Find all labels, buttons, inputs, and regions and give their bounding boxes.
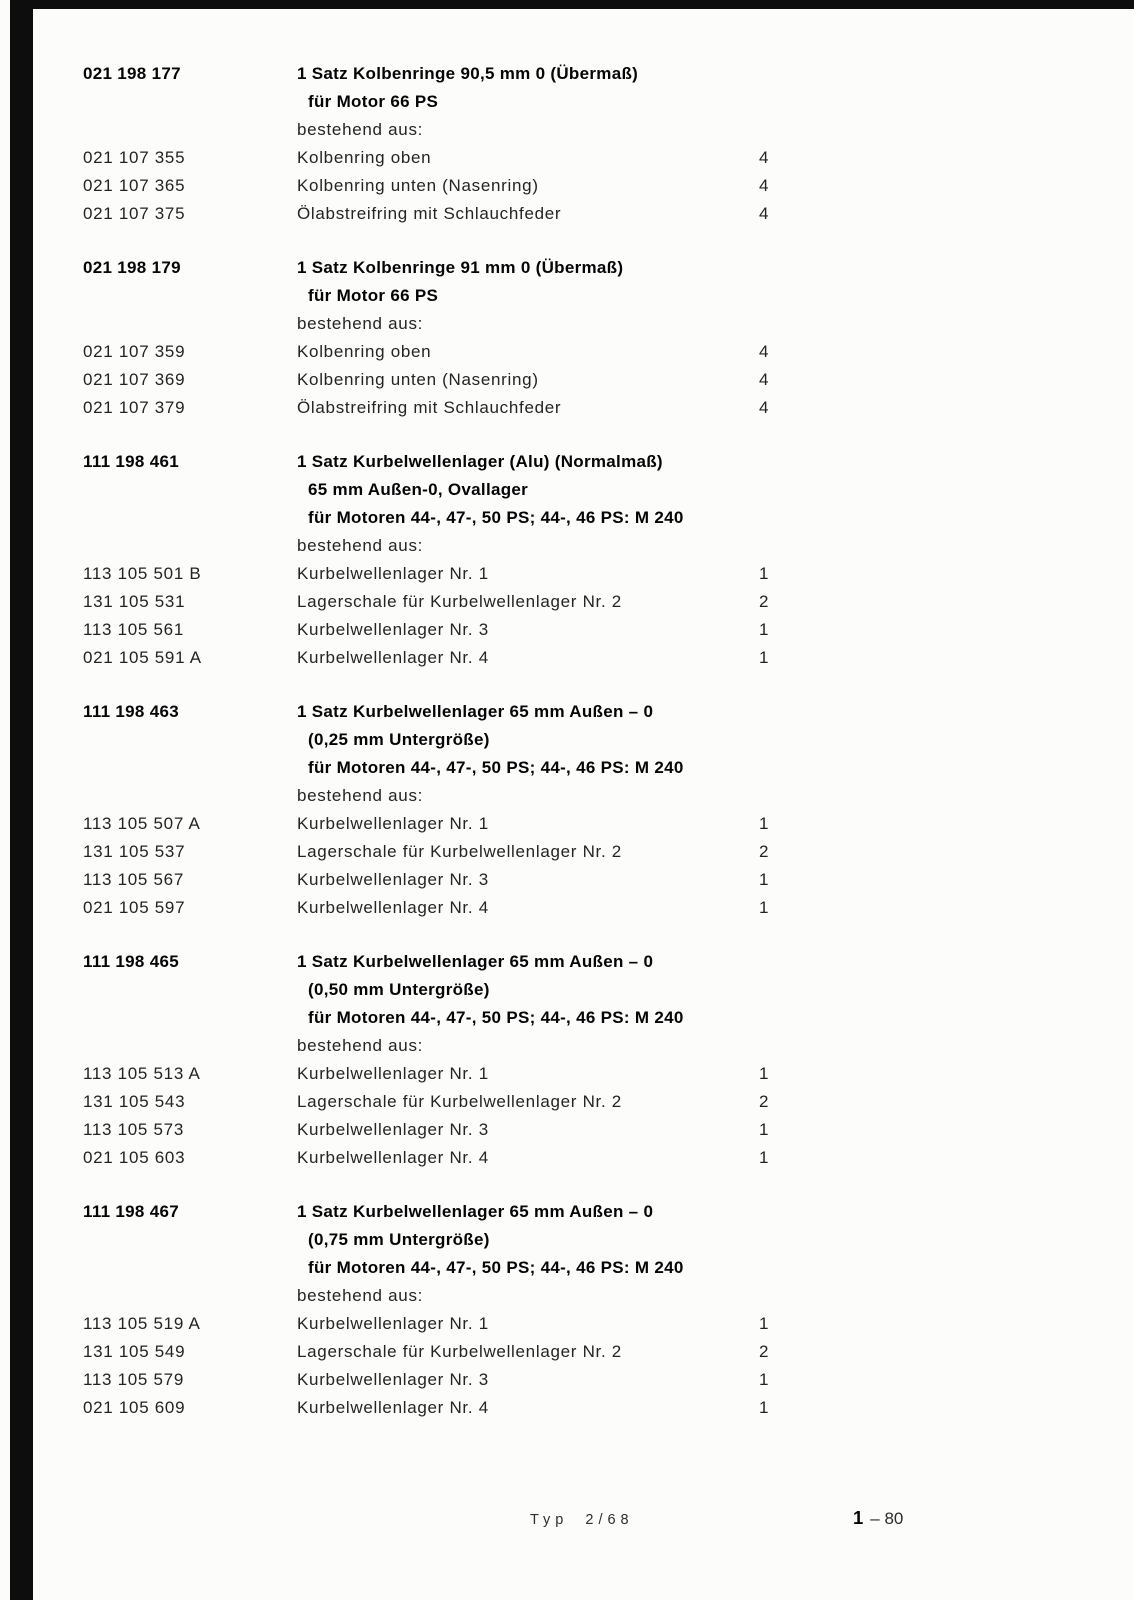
part-quantity: 2: [759, 1092, 770, 1111]
set-subtitle: für Motoren 44-, 47-, 50 PS; 44-, 46 PS: M 240: [308, 1008, 684, 1027]
part-number: 113 105 519 A: [83, 1314, 201, 1333]
part-description: Kurbelwellenlager Nr. 1: [297, 1314, 489, 1333]
part-description: Lagerschale für Kurbelwellenlager Nr. 2: [297, 1092, 622, 1111]
part-row: [83, 838, 1103, 866]
part-row: [83, 366, 1103, 394]
part-number: 113 105 513 A: [83, 1064, 201, 1083]
part-number: 021 107 365: [83, 176, 186, 195]
footer-page-number-suffix: – 80: [870, 1509, 904, 1528]
set-subtitle-row: [83, 976, 1103, 1004]
scan-edge-top: [10, 0, 1134, 9]
part-number: 021 105 591 A: [83, 648, 202, 667]
part-quantity: 1: [759, 1398, 770, 1417]
scan-edge-left: [10, 0, 33, 1600]
part-number: 021 105 609: [83, 1398, 186, 1417]
consisting-of-label: bestehend aus:: [297, 786, 424, 805]
footer-type-label: Typ 2/68: [530, 1512, 634, 1528]
part-number: 113 105 579: [83, 1370, 184, 1389]
set-header-row: [83, 60, 1103, 88]
set-subtitle: für Motoren 44-, 47-, 50 PS; 44-, 46 PS: M 240: [308, 508, 684, 527]
part-set-section: [83, 254, 1103, 422]
set-title: 1 Satz Kurbelwellenlager 65 mm Außen – 0: [297, 702, 654, 721]
part-description: Kolbenring unten (Nasenring): [297, 370, 539, 389]
part-number: 113 105 573: [83, 1120, 184, 1139]
part-row: [83, 394, 1103, 422]
part-set-section: [83, 60, 1103, 228]
set-title: 1 Satz Kurbelwellenlager 65 mm Außen – 0: [297, 952, 654, 971]
set-subtitle-row: [83, 726, 1103, 754]
consisting-of-label: bestehend aus:: [297, 536, 424, 555]
set-subtitle-row: [83, 1254, 1103, 1282]
set-title: 1 Satz Kurbelwellenlager 65 mm Außen – 0: [297, 1202, 654, 1221]
part-set-section: [83, 1198, 1103, 1422]
set-header-row: [83, 698, 1103, 726]
set-subtitle: (0,50 mm Untergröße): [308, 980, 490, 999]
part-row: [83, 810, 1103, 838]
part-row: [83, 1366, 1103, 1394]
part-description: Kurbelwellenlager Nr. 4: [297, 648, 489, 667]
part-row: [83, 1116, 1103, 1144]
footer-page-number-bold: 1: [853, 1507, 864, 1528]
set-part-number: 021 198 179: [83, 258, 181, 277]
part-quantity: 1: [759, 1370, 770, 1389]
set-subtitle: für Motor 66 PS: [308, 92, 439, 111]
set-part-number: 111 198 461: [83, 452, 179, 471]
part-description: Kurbelwellenlager Nr. 3: [297, 870, 489, 889]
part-description: Lagerschale für Kurbelwellenlager Nr. 2: [297, 592, 622, 611]
part-quantity: 1: [759, 870, 770, 889]
part-number: 131 105 543: [83, 1092, 186, 1111]
part-number: 113 105 501 B: [83, 564, 202, 583]
consisting-row: [83, 1032, 1103, 1060]
part-row: [83, 560, 1103, 588]
part-description: Lagerschale für Kurbelwellenlager Nr. 2: [297, 842, 622, 861]
part-number: 131 105 531: [83, 592, 186, 611]
part-number: 021 107 369: [83, 370, 186, 389]
part-number: 021 107 379: [83, 398, 186, 417]
set-title: 1 Satz Kurbelwellenlager (Alu) (Normalmaß): [297, 452, 663, 471]
part-number: 021 107 355: [83, 148, 186, 167]
part-quantity: 1: [759, 620, 770, 639]
parts-list: [83, 60, 1103, 1422]
consisting-of-label: bestehend aus:: [297, 314, 424, 333]
set-subtitle-row: [83, 282, 1103, 310]
part-quantity: 1: [759, 564, 770, 583]
part-row: [83, 144, 1103, 172]
part-row: [83, 1394, 1103, 1422]
part-quantity: 1: [759, 1148, 770, 1167]
set-subtitle-row: [83, 504, 1103, 532]
part-description: Kolbenring oben: [297, 342, 432, 361]
part-quantity: 4: [759, 370, 770, 389]
part-description: Kurbelwellenlager Nr. 3: [297, 620, 489, 639]
part-row: [83, 1088, 1103, 1116]
part-number: 113 105 567: [83, 870, 184, 889]
part-number: 021 105 603: [83, 1148, 186, 1167]
part-quantity: 1: [759, 1064, 770, 1083]
part-quantity: 4: [759, 398, 770, 417]
part-row: [83, 1338, 1103, 1366]
part-quantity: 4: [759, 176, 770, 195]
set-header-row: [83, 948, 1103, 976]
part-row: [83, 644, 1103, 672]
consisting-row: [83, 116, 1103, 144]
set-subtitle-row: [83, 88, 1103, 116]
part-number: 113 105 507 A: [83, 814, 201, 833]
part-row: [83, 338, 1103, 366]
part-description: Ölabstreifring mit Schlauchfeder: [297, 204, 562, 223]
part-number: 021 105 597: [83, 898, 186, 917]
part-number: 021 107 375: [83, 204, 186, 223]
consisting-row: [83, 532, 1103, 560]
part-description: Kurbelwellenlager Nr. 3: [297, 1370, 489, 1389]
set-subtitle: (0,75 mm Untergröße): [308, 1230, 490, 1249]
set-part-number: 111 198 465: [83, 952, 179, 971]
part-quantity: 2: [759, 1342, 770, 1361]
part-quantity: 1: [759, 648, 770, 667]
consisting-of-label: bestehend aus:: [297, 1286, 424, 1305]
part-description: Kurbelwellenlager Nr. 3: [297, 1120, 489, 1139]
part-number: 131 105 537: [83, 842, 186, 861]
part-quantity: 1: [759, 1120, 770, 1139]
set-header-row: [83, 1198, 1103, 1226]
part-description: Kolbenring unten (Nasenring): [297, 176, 539, 195]
set-subtitle: 65 mm Außen-0, Ovallager: [308, 480, 529, 499]
set-header-row: [83, 448, 1103, 476]
part-row: [83, 200, 1103, 228]
part-description: Ölabstreifring mit Schlauchfeder: [297, 398, 562, 417]
part-set-section: [83, 448, 1103, 672]
part-quantity: 4: [759, 342, 770, 361]
set-subtitle-row: [83, 754, 1103, 782]
part-description: Kurbelwellenlager Nr. 1: [297, 1064, 489, 1083]
part-description: Kurbelwellenlager Nr. 4: [297, 898, 489, 917]
part-description: Lagerschale für Kurbelwellenlager Nr. 2: [297, 1342, 622, 1361]
part-row: [83, 588, 1103, 616]
part-row: [83, 866, 1103, 894]
part-row: [83, 172, 1103, 200]
part-description: Kurbelwellenlager Nr. 1: [297, 814, 489, 833]
set-title: 1 Satz Kolbenringe 91 mm 0 (Übermaß): [297, 258, 624, 277]
part-description: Kurbelwellenlager Nr. 4: [297, 1398, 489, 1417]
set-subtitle: für Motoren 44-, 47-, 50 PS; 44-, 46 PS: M 240: [308, 1258, 684, 1277]
set-subtitle-row: [83, 1004, 1103, 1032]
part-row: [83, 1310, 1103, 1338]
part-description: Kurbelwellenlager Nr. 4: [297, 1148, 489, 1167]
part-quantity: 2: [759, 842, 770, 861]
set-part-number: 111 198 463: [83, 702, 179, 721]
part-row: [83, 616, 1103, 644]
set-part-number: 021 198 177: [83, 64, 181, 83]
part-set-section: [83, 948, 1103, 1172]
part-row: [83, 894, 1103, 922]
part-quantity: 4: [759, 148, 770, 167]
set-title: 1 Satz Kolbenringe 90,5 mm 0 (Übermaß): [297, 64, 639, 83]
consisting-row: [83, 782, 1103, 810]
part-description: Kolbenring oben: [297, 148, 432, 167]
part-row: [83, 1144, 1103, 1172]
set-subtitle: für Motor 66 PS: [308, 286, 439, 305]
part-number: 021 107 359: [83, 342, 186, 361]
consisting-of-label: bestehend aus:: [297, 120, 424, 139]
part-description: Kurbelwellenlager Nr. 1: [297, 564, 489, 583]
set-subtitle: für Motoren 44-, 47-, 50 PS; 44-, 46 PS: M 240: [308, 758, 684, 777]
set-subtitle-row: [83, 1226, 1103, 1254]
part-quantity: 2: [759, 592, 770, 611]
consisting-of-label: bestehend aus:: [297, 1036, 424, 1055]
consisting-row: [83, 310, 1103, 338]
part-quantity: 1: [759, 898, 770, 917]
set-subtitle-row: [83, 476, 1103, 504]
part-quantity: 4: [759, 204, 770, 223]
consisting-row: [83, 1282, 1103, 1310]
part-set-section: [83, 698, 1103, 922]
part-row: [83, 1060, 1103, 1088]
part-number: 131 105 549: [83, 1342, 186, 1361]
set-subtitle: (0,25 mm Untergröße): [308, 730, 490, 749]
set-part-number: 111 198 467: [83, 1202, 179, 1221]
footer-page-number: [853, 1503, 903, 1534]
part-quantity: 1: [759, 814, 770, 833]
set-header-row: [83, 254, 1103, 282]
part-quantity: 1: [759, 1314, 770, 1333]
part-number: 113 105 561: [83, 620, 184, 639]
